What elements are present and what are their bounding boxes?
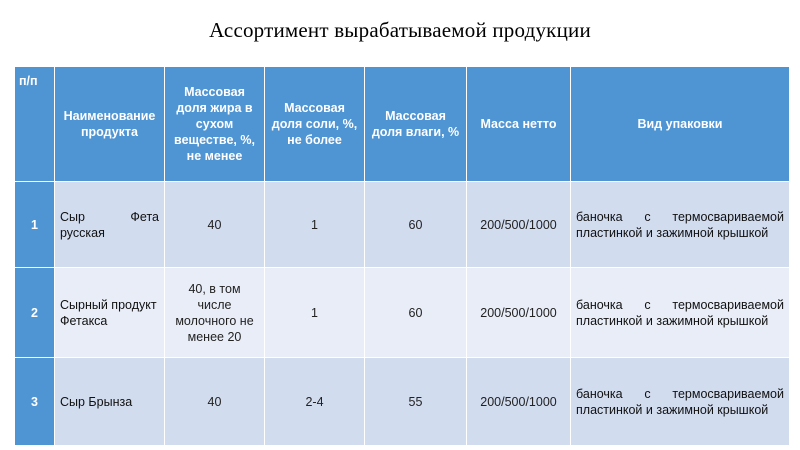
net-mass-value: 200/500/1000 [467, 358, 571, 446]
header-fat: Массовая доля жира в сухом веществе, %, не менее [165, 67, 265, 182]
net-mass-value: 200/500/1000 [467, 182, 571, 268]
products-table [14, 66, 790, 446]
packaging-value: баночка с термосвариваемой пластинкой и зажимной крышкой [571, 358, 790, 446]
net-mass-value: 200/500/1000 [467, 268, 571, 358]
header-product-name: Наименование продукта [55, 67, 165, 182]
moisture-value: 60 [365, 268, 467, 358]
salt-value: 2-4 [265, 358, 365, 446]
fat-value: 40 [165, 358, 265, 446]
header-moisture: Массовая доля влаги, % [365, 67, 467, 182]
row-number: 2 [15, 268, 55, 358]
fat-value: 40, в том числе молочного не менее 20 [165, 268, 265, 358]
product-name: Сырный продукт Фетакса [55, 268, 165, 358]
salt-value: 1 [265, 182, 365, 268]
header-salt: Массовая доля соли, %, не более [265, 67, 365, 182]
table-row [15, 268, 790, 358]
fat-value: 40 [165, 182, 265, 268]
page-title: Ассортимент вырабатываемой продукции [209, 18, 591, 42]
table-row [15, 358, 790, 446]
header-num: п/п [15, 67, 55, 182]
packaging-value: баночка с термосвариваемой пластинкой и зажимной крышкой [571, 182, 790, 268]
header-packaging: Вид упаковки [571, 67, 790, 182]
row-number: 1 [15, 182, 55, 268]
moisture-value: 55 [365, 358, 467, 446]
table-row [15, 182, 790, 268]
product-name: Сыр Брынза [55, 358, 165, 446]
moisture-value: 60 [365, 182, 467, 268]
header-net-mass: Масса нетто [467, 67, 571, 182]
salt-value: 1 [265, 268, 365, 358]
product-name: Сыр Фета русская [55, 182, 165, 268]
packaging-value: баночка с термосвариваемой пластинкой и зажимной крышкой [571, 268, 790, 358]
table-header-row [15, 67, 790, 182]
row-number: 3 [15, 358, 55, 446]
